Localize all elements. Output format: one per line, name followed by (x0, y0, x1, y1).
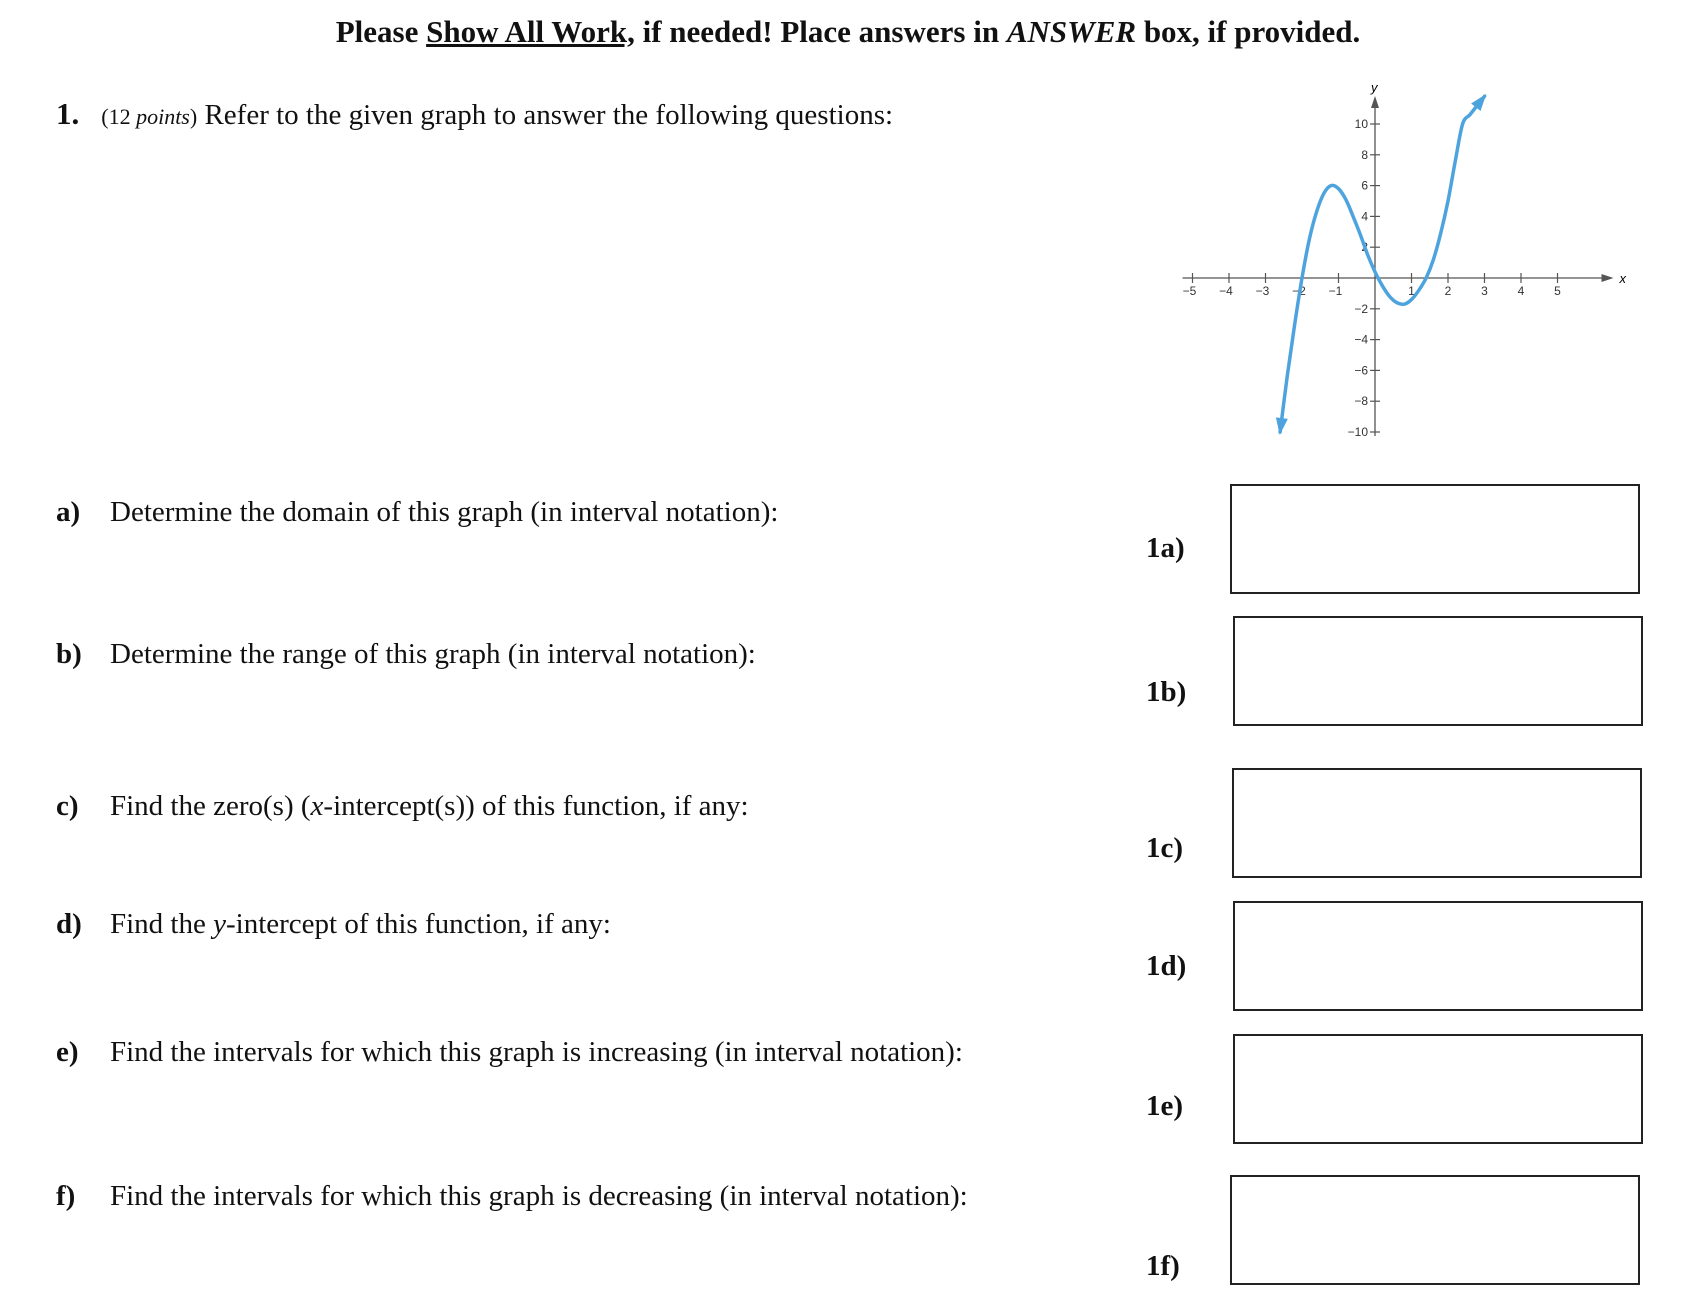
y-axis-arrow (1371, 96, 1379, 108)
function-graph (1160, 64, 1650, 454)
function-curve (1280, 96, 1484, 432)
x-axis-arrow (1602, 274, 1614, 282)
answer-box-1c[interactable] (1232, 768, 1642, 878)
answer-box-1f[interactable] (1230, 1175, 1640, 1285)
answer-box-1d[interactable] (1233, 901, 1643, 1011)
x-tick-label: −3 (1255, 284, 1270, 298)
question-number: 1. (56, 96, 80, 131)
question-prompt: 1. (12 points) Refer to the given graph to answer the following questions: (56, 96, 894, 131)
y-tick-label: −6 (1354, 363, 1368, 378)
x-tick-label: −5 (1182, 284, 1197, 298)
y-tick-label: 6 (1361, 178, 1368, 193)
part-d: d) Find the y-intercept of this function, if any: (56, 908, 611, 940)
y-tick-label: −8 (1354, 394, 1368, 409)
answer-label-1d: 1d) (1146, 950, 1187, 982)
x-tick-label: 3 (1481, 284, 1488, 298)
part-b: b) Determine the range of this graph (in interval notation): (56, 638, 756, 670)
x-tick-label: 4 (1517, 284, 1525, 298)
x-tick-label: −1 (1328, 284, 1343, 298)
curve-arrowheads (1276, 94, 1486, 435)
answer-label-1f: 1f) (1146, 1250, 1180, 1282)
curve-arrow-start (1276, 417, 1288, 435)
page-header: Please Show All Work, if needed! Place answers in ANSWER box, if provided. (335, 14, 1361, 49)
part-c: c) Find the zero(s) (x-intercept(s)) of this function, if any: (56, 790, 749, 822)
part-e: e) Find the intervals for which this graph is increasing (in interval notation): (56, 1036, 963, 1068)
y-tick-label: 8 (1361, 147, 1368, 162)
y-tick-label: 2 (1361, 240, 1368, 255)
x-tick-label: 2 (1444, 284, 1452, 298)
y-axis-label: y (1371, 80, 1378, 95)
answer-box-1b[interactable] (1233, 616, 1643, 726)
x-tick-label: −2 (1292, 284, 1306, 298)
answer-label-1e: 1e) (1146, 1090, 1184, 1122)
answer-box-1a[interactable] (1230, 484, 1640, 594)
x-tick-label: −4 (1219, 284, 1233, 298)
part-f: f) Find the intervals for which this graph is decreasing (in interval notation): (56, 1180, 968, 1212)
y-tick-label: −10 (1347, 425, 1368, 439)
x-tick-label: 1 (1408, 284, 1415, 298)
answer-label-1c: 1c) (1146, 832, 1184, 864)
x-tick-label: 5 (1554, 284, 1561, 298)
question-points: (12 points) (101, 104, 198, 129)
y-tick-label: −4 (1354, 332, 1368, 347)
answer-label-1a: 1a) (1146, 532, 1185, 564)
y-tick-label: 4 (1361, 209, 1368, 224)
graph-axes (1183, 96, 1614, 436)
part-a: a) Determine the domain of this graph (in interval notation): (56, 496, 779, 528)
answer-box-1e[interactable] (1233, 1034, 1643, 1144)
x-axis-label: x (1619, 271, 1626, 286)
y-tick-label: −2 (1354, 301, 1368, 316)
y-tick-label: 10 (1354, 117, 1368, 131)
answer-label-1b: 1b) (1146, 676, 1187, 708)
